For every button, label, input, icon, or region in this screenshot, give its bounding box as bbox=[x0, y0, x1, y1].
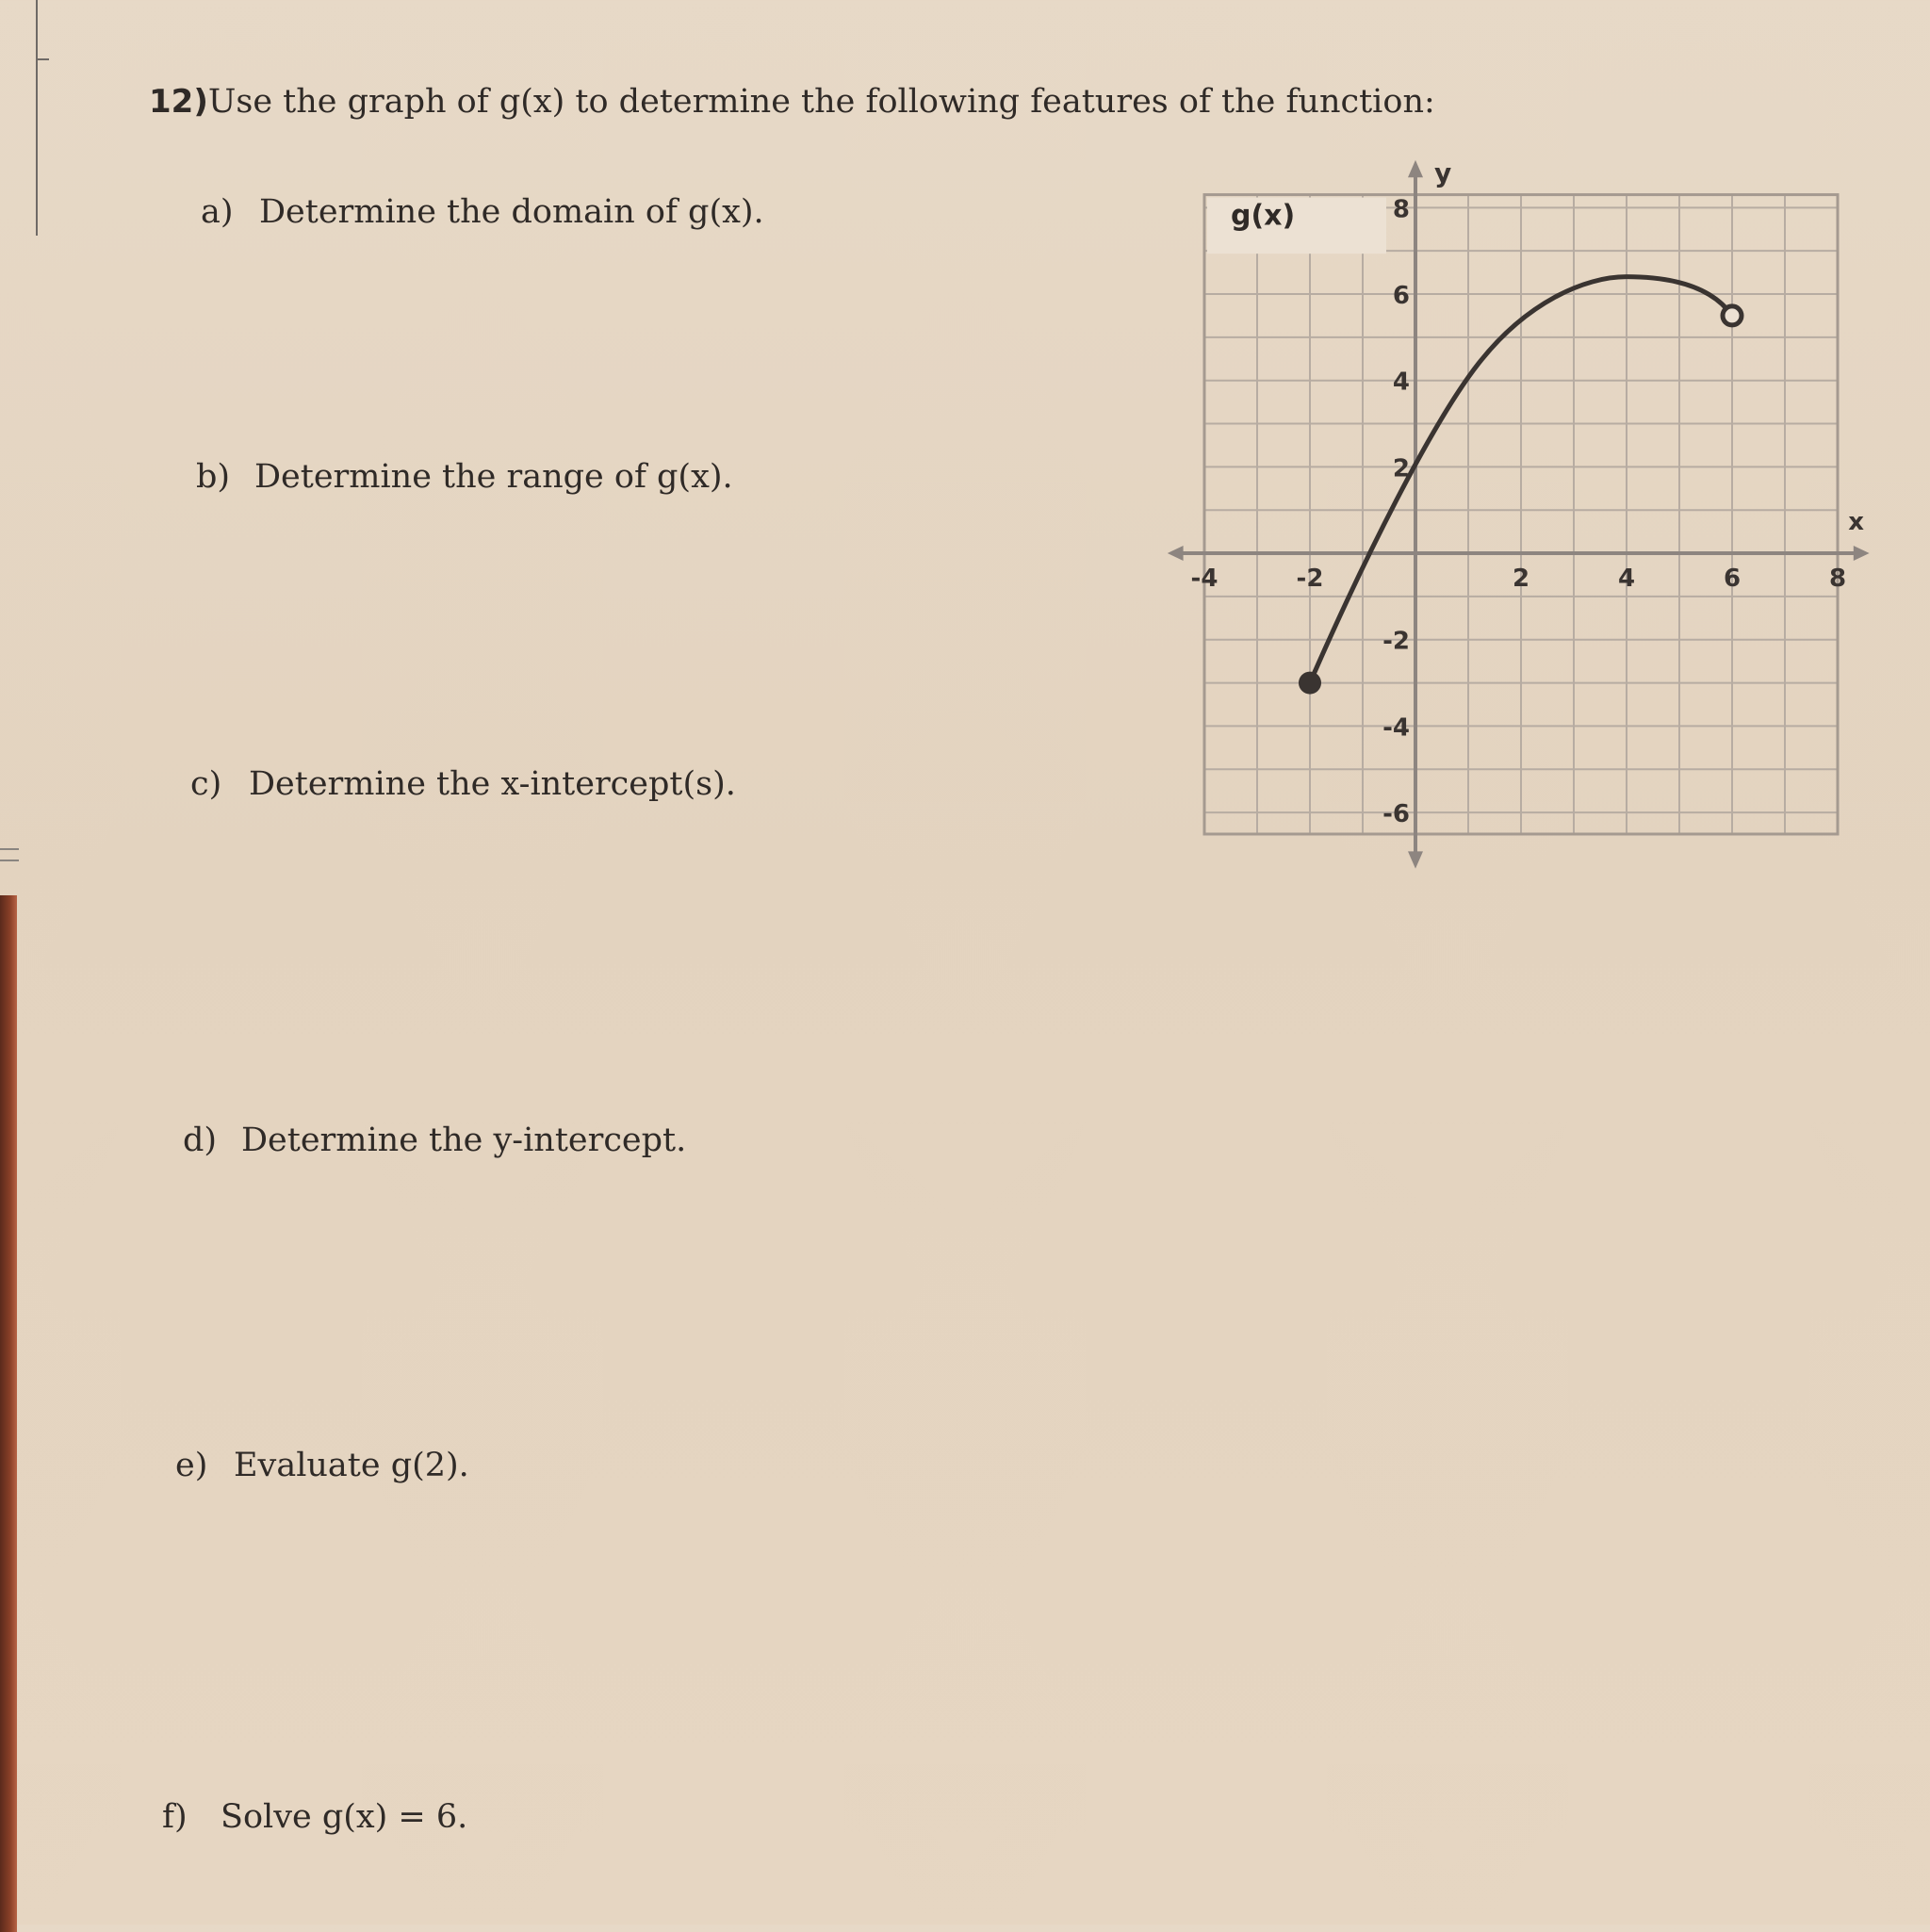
question-title bbox=[149, 83, 1435, 121]
y-tick-label: 2 bbox=[1392, 454, 1410, 483]
part-c-text: Determine the x-intercept(s). bbox=[249, 765, 736, 803]
x-tick-label: -4 bbox=[1190, 565, 1219, 594]
x-axis-label: x bbox=[1848, 508, 1864, 537]
function-label: g(x) bbox=[1231, 199, 1296, 233]
part-d-label: d) bbox=[183, 1122, 218, 1159]
part-f-label: f) bbox=[162, 1798, 188, 1836]
part-c-label: c) bbox=[190, 765, 222, 803]
y-tick-label: -4 bbox=[1382, 713, 1410, 743]
y-axis-label: y bbox=[1434, 156, 1452, 188]
open-endpoint bbox=[1723, 306, 1742, 325]
part-e-text: Evaluate g(2). bbox=[234, 1447, 469, 1484]
y-tick-label: -2 bbox=[1382, 627, 1410, 656]
binder-edge bbox=[0, 895, 17, 1932]
y-tick-label: 4 bbox=[1392, 368, 1410, 397]
part-b-text: Determine the range of g(x). bbox=[254, 458, 733, 496]
question-prompt: Use the graph of g(x) to determine the following features of the function: bbox=[207, 83, 1435, 121]
x-axis-arrow bbox=[1854, 546, 1870, 561]
paper-edge-mark bbox=[0, 860, 19, 861]
part-d bbox=[183, 1122, 686, 1159]
part-a bbox=[201, 193, 764, 231]
graph-canvas bbox=[1117, 151, 1908, 886]
x-axis-arrow-left bbox=[1168, 546, 1184, 561]
y-axis-arrow-down bbox=[1408, 851, 1423, 868]
part-c bbox=[190, 765, 736, 803]
part-e-label: e) bbox=[175, 1447, 208, 1484]
part-a-label: a) bbox=[201, 193, 234, 231]
part-e bbox=[175, 1447, 469, 1484]
part-b bbox=[196, 458, 733, 496]
paper-edge-mark bbox=[0, 848, 19, 850]
x-tick-label: 4 bbox=[1617, 565, 1636, 594]
question-number: 12) bbox=[149, 83, 208, 121]
x-tick-label: 8 bbox=[1828, 565, 1847, 594]
part-f-text: Solve g(x) = 6. bbox=[221, 1798, 468, 1836]
closed-endpoint bbox=[1299, 672, 1321, 695]
part-d-text: Determine the y-intercept. bbox=[241, 1122, 687, 1159]
y-tick-label: 6 bbox=[1392, 282, 1410, 311]
x-tick-label: -2 bbox=[1296, 565, 1324, 594]
x-tick-label: 2 bbox=[1512, 565, 1530, 594]
y-tick-label: 8 bbox=[1392, 195, 1410, 224]
part-a-text: Determine the domain of g(x). bbox=[259, 193, 764, 231]
part-f bbox=[162, 1798, 467, 1836]
function-graph bbox=[1117, 151, 1908, 890]
y-tick-label: -6 bbox=[1382, 800, 1410, 829]
paper-margin-line bbox=[36, 0, 38, 236]
x-tick-label: 6 bbox=[1723, 565, 1742, 594]
part-b-label: b) bbox=[196, 458, 231, 496]
paper-margin-tick bbox=[36, 58, 49, 60]
y-axis-arrow bbox=[1408, 160, 1423, 177]
